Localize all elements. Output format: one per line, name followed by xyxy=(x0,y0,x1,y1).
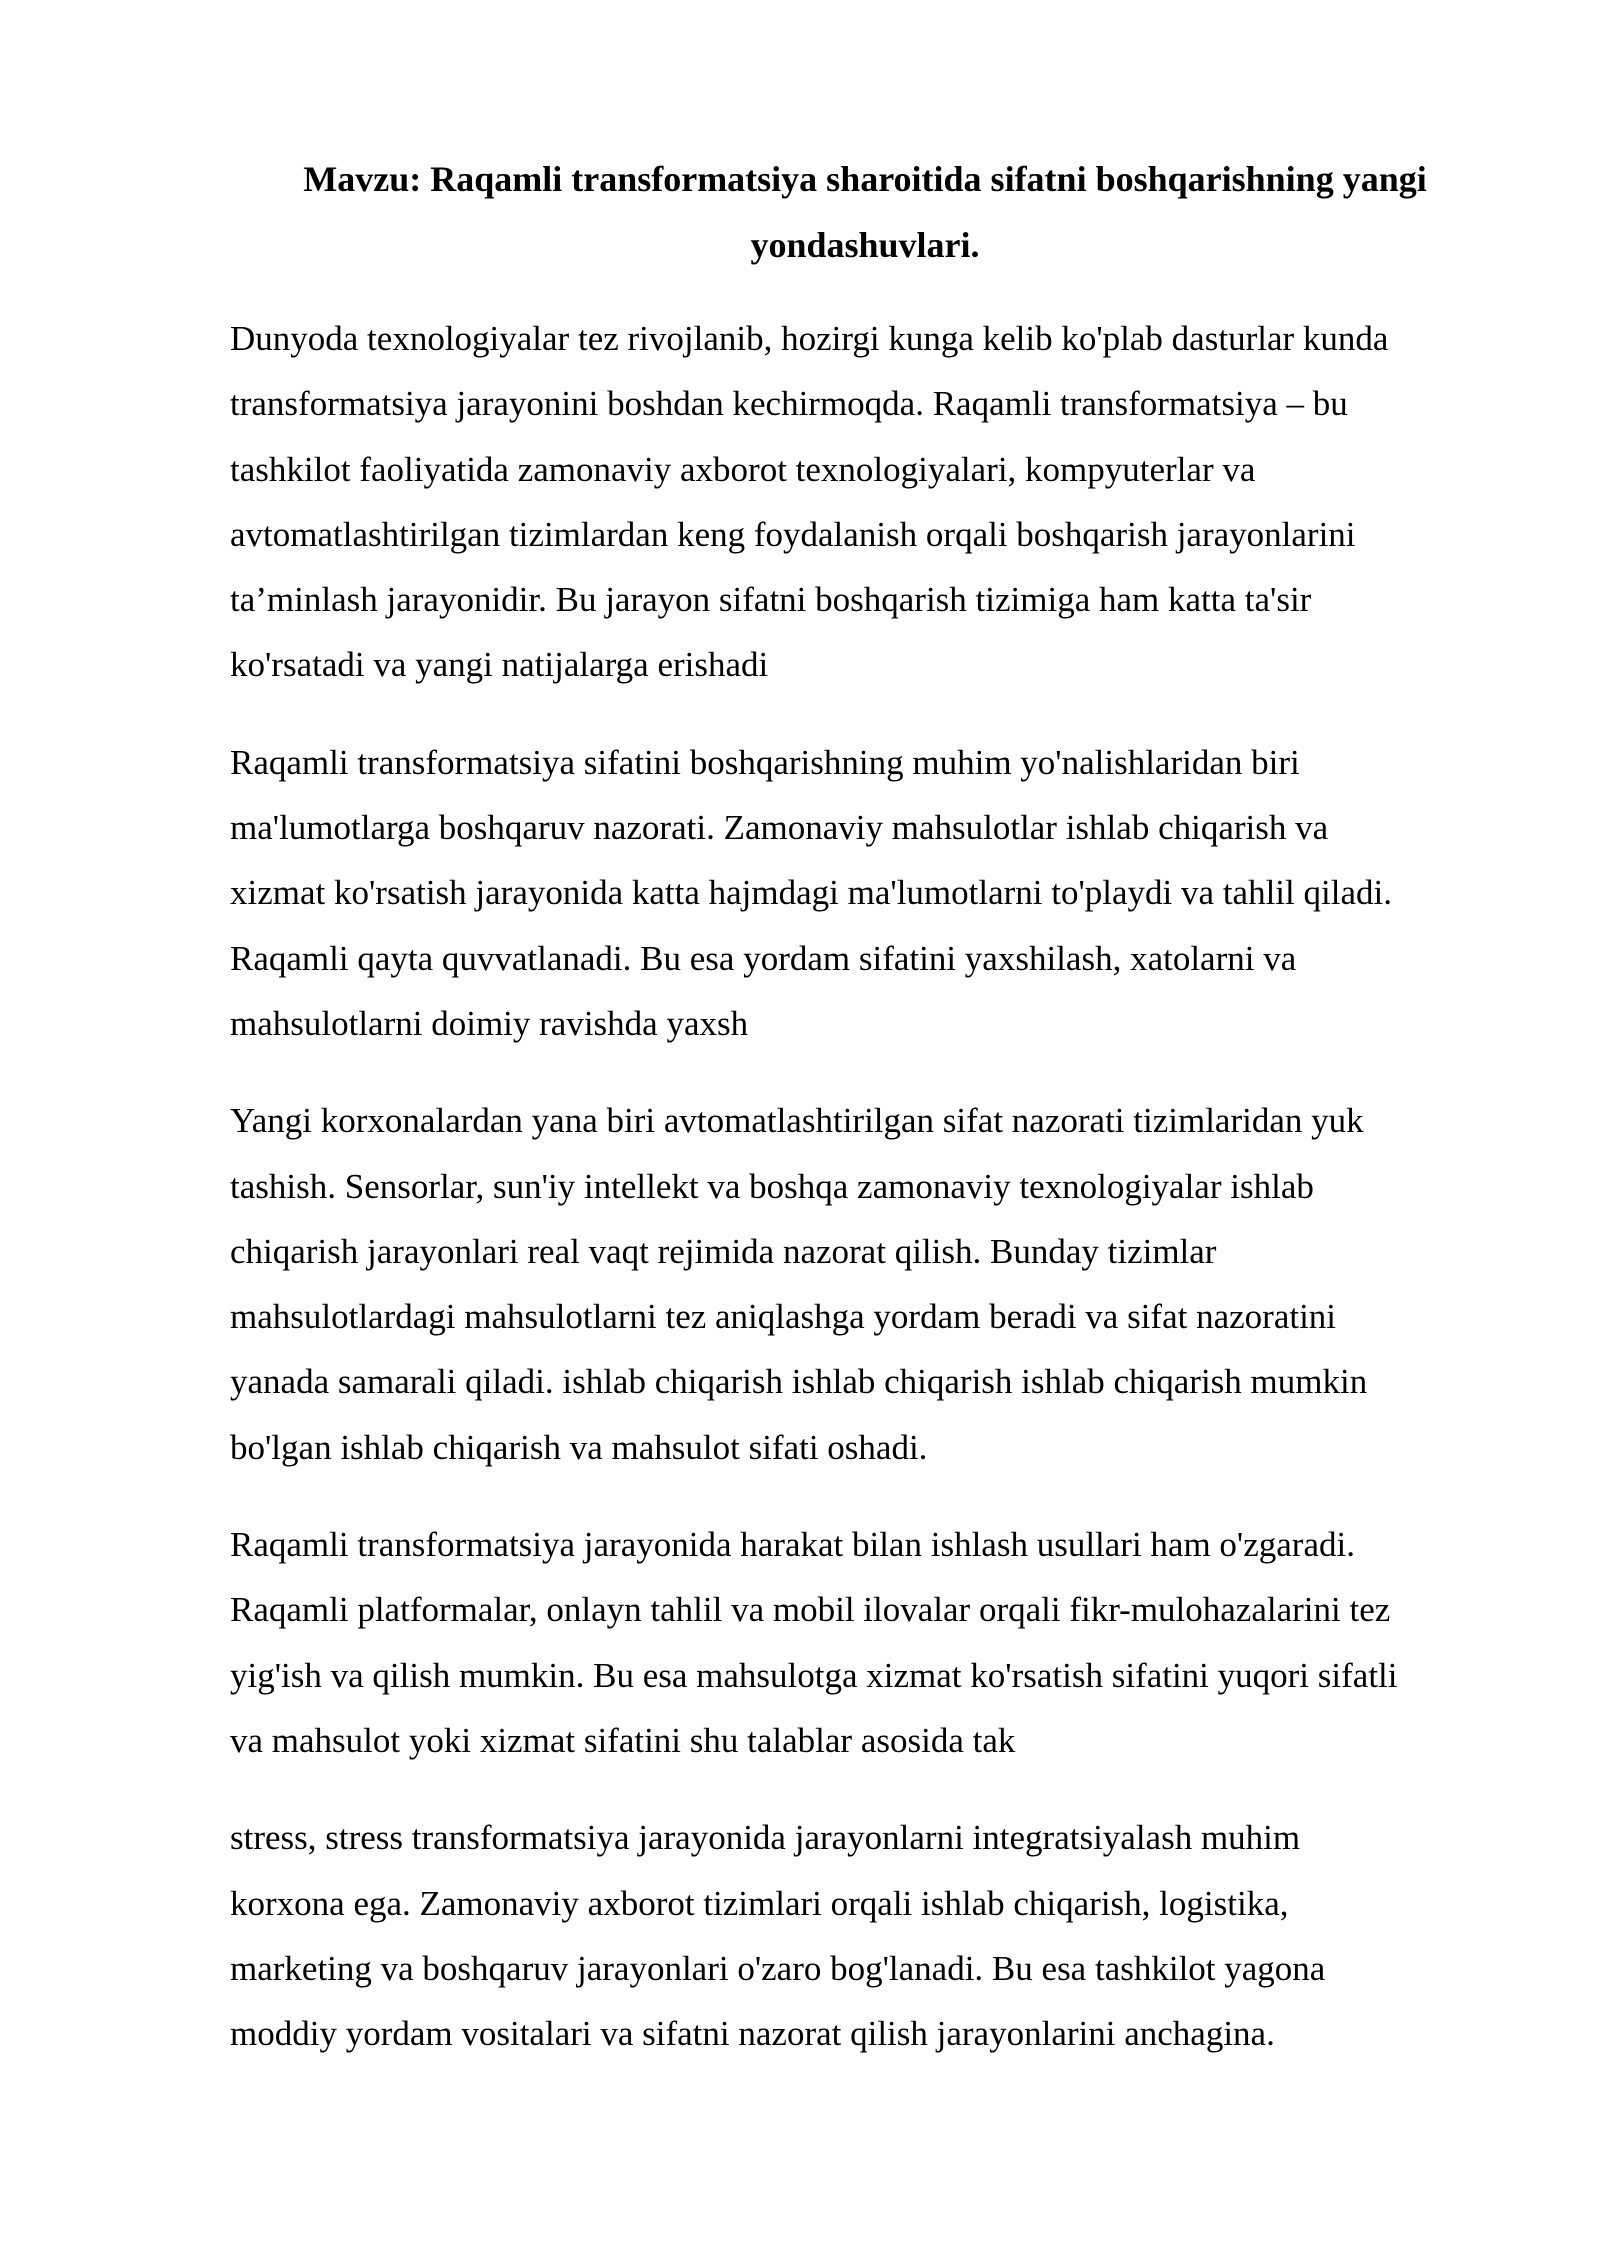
text-line: Raqamli transformatsiya jarayonida harakat bilan ishlash usullari ham o'zgaradi. xyxy=(230,1525,1355,1565)
text-line: Yangi korxonalardan yana biri avtomatlashtirilgan sifat nazorati tizimlaridan yuk xyxy=(230,1101,1364,1141)
text-line: tashish. Sensorlar, sun'iy intellekt va boshqa zamonaviy texnologiyalar ishlab xyxy=(230,1166,1314,1206)
text-line: Raqamli transformatsiya sifatini boshqarishning muhim yo'nalishlaridan biri xyxy=(230,742,1300,782)
text-line: chiqarish jarayonlari real vaqt rejimida nazorat qilish. Bunday tizimlar xyxy=(230,1231,1217,1271)
paragraph xyxy=(230,730,1530,1056)
paragraph xyxy=(230,1805,1530,2066)
text-line: bo'lgan ishlab chiqarish va mahsulot sifati oshadi. xyxy=(230,1427,928,1467)
text-line: moddiy yordam vositalari va sifatni nazorat qilish jarayonlarini anchagina. xyxy=(230,2014,1275,2054)
text-line: va mahsulot yoki xizmat sifatini shu talablar asosida tak xyxy=(230,1720,1016,1760)
text-line: ma'lumotlarga boshqaruv nazorati. Zamonaviy mahsulotlar ishlab chiqarish va xyxy=(230,808,1329,848)
text-line: tashkilot faoliyatida zamonaviy axborot texnologiyalari, kompyuterlar va xyxy=(230,449,1256,489)
text-line: transformatsiya jarayonini boshdan kechirmoqda. Raqamli transformatsiya – bu xyxy=(230,384,1348,424)
title-line: yondashuvlari. xyxy=(750,225,980,265)
paragraph xyxy=(230,1512,1530,1773)
document-body xyxy=(230,306,1530,2098)
text-line: ko'rsatadi va yangi natijalarga erishadi xyxy=(230,645,769,685)
document-title xyxy=(230,146,1500,278)
paragraph xyxy=(230,1088,1530,1480)
text-line: Raqamli qayta quvvatlanadi. Bu esa yordam sifatini yaxshilash, xatolarni va xyxy=(230,938,1297,978)
text-line: mahsulotlarni doimiy ravishda yaxsh xyxy=(230,1003,749,1043)
text-line: marketing va boshqaruv jarayonlari o'zaro bog'lanadi. Bu esa tashkilot yagona xyxy=(230,1948,1326,1988)
text-line: Raqamli platformalar, onlayn tahlil va mobil ilovalar orqali fikr-mulohazalarini tez xyxy=(230,1590,1391,1630)
text-line: yanada samarali qiladi. ishlab chiqarish ishlab chiqarish ishlab chiqarish mumkin xyxy=(230,1362,1368,1402)
text-line: korxona ega. Zamonaviy axborot tizimlari orqali ishlab chiqarish, logistika, xyxy=(230,1883,1289,1923)
paragraph xyxy=(230,306,1530,698)
text-line: avtomatlashtirilgan tizimlardan keng foydalanish orqali boshqarish jarayonlarini xyxy=(230,514,1356,554)
text-line: stress, stress transformatsiya jarayonida jarayonlarni integratsiyalash muhim xyxy=(230,1818,1301,1858)
text-line: ta’minlash jarayonidir. Bu jarayon sifatni boshqarish tizimiga ham katta ta'sir xyxy=(230,580,1312,620)
text-line: mahsulotlardagi mahsulotlarni tez aniqlashga yordam beradi va sifat nazoratini xyxy=(230,1297,1337,1337)
text-line: xizmat ko'rsatish jarayonida katta hajmdagi ma'lumotlarni to'playdi va tahlil qiladi. xyxy=(230,873,1392,913)
text-line: Dunyoda texnologiyalar tez rivojlanib, hozirgi kunga kelib ko'plab dasturlar kunda xyxy=(230,319,1389,358)
text-line: yig'ish va qilish mumkin. Bu esa mahsulotga xizmat ko'rsatish sifatini yuqori sifatli xyxy=(230,1655,1398,1695)
title-line: Mavzu: Raqamli transformatsiya sharoitida sifatni boshqarishning yangi xyxy=(303,159,1427,199)
